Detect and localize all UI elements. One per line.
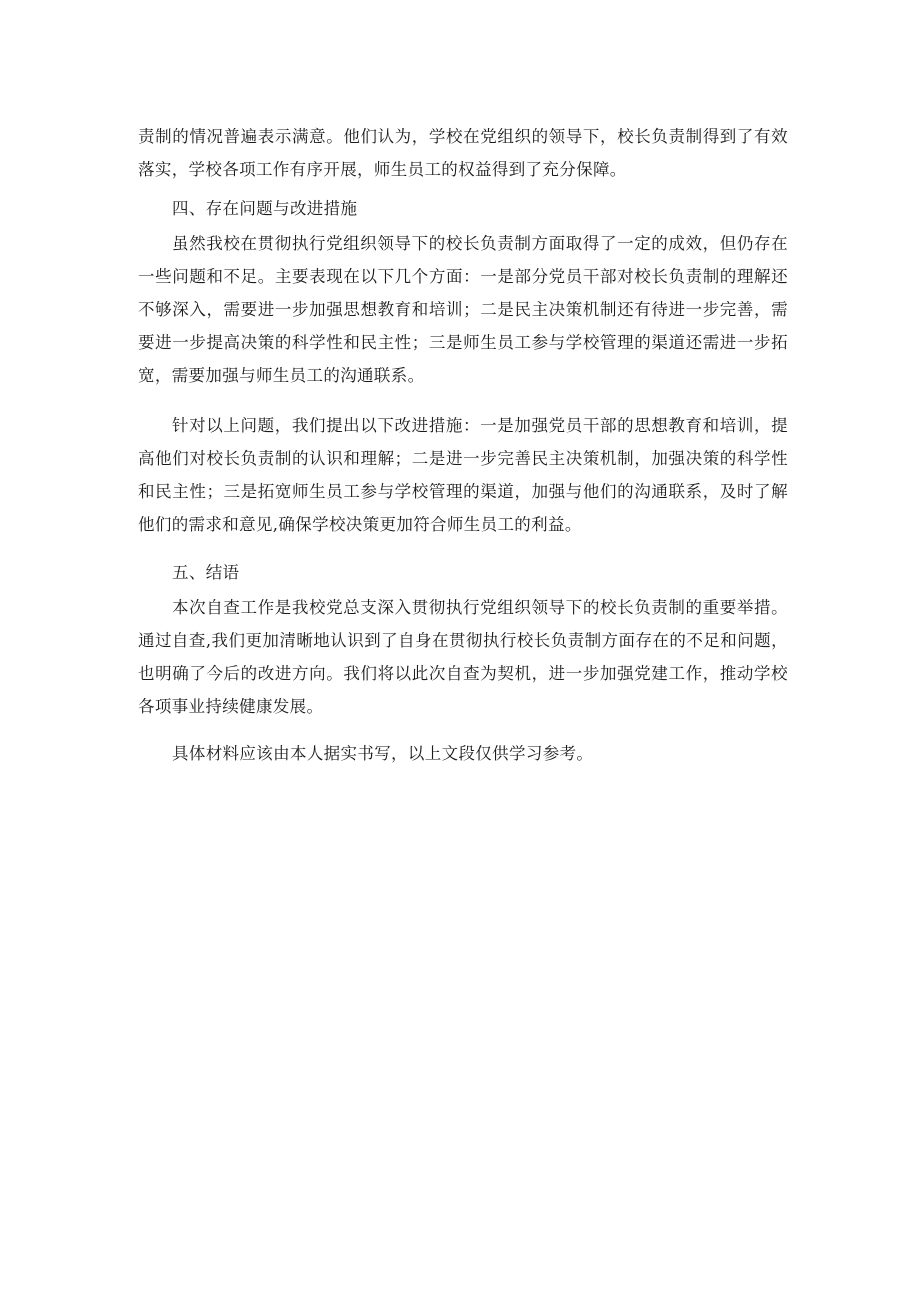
section-heading-conclusion: 五、结语 — [172, 563, 240, 582]
paragraph-disclaimer: 具体材料应该由本人据实书写，以上文段仅供学习参考。 — [172, 744, 594, 763]
paragraph-continuation: 责制的情况普遍表示满意。他们认为，学校在党组织的领导下，校长负责制得到了有效落实，学校各项工作有序开展，师生员工的权益得到了充分保障。 — [138, 127, 788, 179]
paragraph-conclusion: 本次自查工作是我校党总支深入贯彻执行党组织领导下的校长负责制的重要举措。通过自查,我们更加清晰地认识到了自身在贯彻执行校长负责制方面存在的不足和问题，也明确了今后的改进方向。我们将以此次自查为契机，进一步加强党建工作，推动学校各项事业持续健康发展。 — [138, 598, 788, 716]
paragraph-measures: 针对以上问题，我们提出以下改进措施：一是加强党员干部的思想教育和培训，提高他们对校长负责制的认识和理解；二是进一步完善民主决策机制，加强决策的科学性和民主性；三是拓宽师生员工参与学校管理的渠道，加强与他们的沟通联系，及时了解他们的需求和意见,确保学校决策更加符合师生员工的利益。 — [138, 416, 788, 534]
paragraph-problems: 虽然我校在贯彻执行党组织领导下的校长负责制方面取得了一定的成效，但仍存在一些问题和不足。主要表现在以下几个方面：一是部分党员干部对校长负责制的理解还不够深入，需要进一步加强思想教育和培训；二是民主决策机制还有待进一步完善，需要进一步提高决策的科学性和民主性；三是师生员工参与学校管理的渠道还需进一步拓宽，需要加强与师生员工的沟通联系。 — [138, 234, 788, 385]
section-heading-problems: 四、存在问题与改进措施 — [172, 199, 358, 218]
